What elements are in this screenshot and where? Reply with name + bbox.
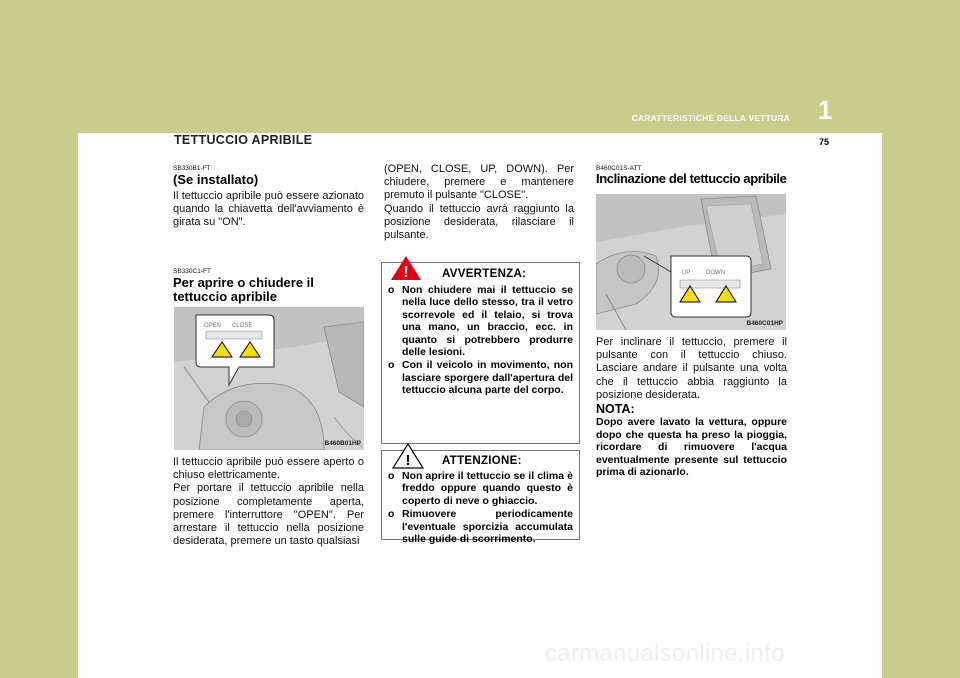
warning-bullet: o [388, 359, 395, 372]
caution-item [388, 508, 573, 545]
code-sb330c1: SB330C1-FT [173, 268, 211, 275]
up-label: UP [682, 270, 691, 276]
page-number: 75 [818, 137, 829, 147]
warning-box [381, 262, 580, 444]
sunroof-console-illustration [174, 307, 364, 450]
open-label: OPEN [204, 323, 222, 329]
figure-code-b460b01hp: B460B01HP [324, 440, 361, 447]
code-sb330b1: SB330B1-FT [173, 165, 211, 172]
paragraph-tilt: Per inclinare il tettuccio, premere il pulsante con il tettuccio chiuso. Lasciare andare il pulsante una volta che il tettuccio abbia raggiunto la posizione desiderata. [596, 336, 787, 401]
figure-open-close [174, 307, 364, 450]
caution-bullet: o [388, 470, 395, 482]
note-title: NOTA: [596, 402, 635, 416]
warning-item-text: Con il veicolo in movimento, non lasciare sporgere dall'apertura del tettuccio alcuna parte del corpo. [402, 359, 573, 397]
down-label: DOWN [706, 270, 725, 276]
code-b460c01s: B460C01S-ATT [596, 165, 642, 172]
warning-item [388, 284, 573, 358]
paragraph-col2 [384, 163, 574, 242]
note-text: Dopo avere lavato la vettura, oppure dopo che questa ha preso la pioggia, ricordare di rimuovere l'acqua eventualmente presente sul tettuccio prima di azionarlo. [596, 416, 787, 479]
warning-title: AVVERTENZA: [442, 268, 527, 280]
paragraph-full-open: Per portare il tettuccio apribile nella posizione completamente aperta, premere l'interruttore "OPEN". Per arrestare il tettuccio nella posizione desiderata, premere un tasto qualsiasi [173, 482, 364, 548]
caution-item [388, 470, 573, 507]
caution-item-text: Rimuovere periodicamente l'eventuale sporcizia accumulata sulle guide di scorrimento. [402, 508, 573, 546]
paragraph-open-close [173, 456, 364, 548]
close-label: CLOSE [232, 323, 253, 329]
heading-inclinazione: Inclinazione del tettuccio apribile [596, 171, 787, 186]
tilt-console-illustration [596, 194, 786, 330]
section-title: TETTUCCIO APRIBILE [174, 133, 313, 147]
warning-item [388, 359, 573, 396]
heading-aprire-chiudere: Per aprire o chiudere il tettuccio apribile [173, 275, 314, 304]
paragraph-buttons: (OPEN, CLOSE, UP, DOWN). Per chiudere, premere e mantenere premuto il pulsante "CLOSE". [384, 163, 574, 202]
caution-item-text: Non aprire il tettuccio se il clima è freddo oppure quando questo è coperto di neve o ghiaccio. [402, 470, 573, 507]
paragraph-release: Quando il tettuccio avrà raggiunto la posizione desiderata, rilasciare il pulsante. [384, 202, 574, 242]
warning-bullet: o [388, 284, 395, 296]
warning-list [388, 284, 573, 398]
figure-code-b460c01hp: B460C01HP [746, 320, 783, 327]
paragraph-electric: Il tettuccio apribile può essere aperto o chiuso elettricamente. [173, 456, 364, 482]
caution-box [381, 450, 580, 546]
heading-se-installato: (Se installato) [173, 172, 259, 187]
caution-triangle-icon [392, 443, 424, 469]
paragraph-intro: Il tettuccio apribile può essere azionato quando la chiavetta dell'avviamento è girata su "ON". [173, 190, 364, 229]
figure-up-down [596, 194, 786, 330]
svg-text:!: ! [405, 452, 411, 469]
warning-triangle-icon [390, 255, 422, 281]
warning-item-text: Non chiudere mai il tettuccio se nella luce dello stesso, tra il vetro scorrevole ed il telaio, si trova una mano, un braccio, ecc. in quanto si potrebbero produrre delle lesioni. [402, 284, 573, 359]
caution-list [388, 470, 573, 546]
svg-text:!: ! [403, 264, 409, 281]
left-margin [0, 133, 78, 678]
chapter-number: 1 [817, 95, 833, 125]
right-margin [882, 133, 960, 678]
watermark: carmanualsonline.info [545, 640, 785, 667]
chapter-title: CARATTERISTICHE DELLA VETTURA [631, 113, 790, 123]
caution-title: ATTENZIONE: [442, 455, 522, 467]
caution-bullet: o [388, 508, 395, 521]
